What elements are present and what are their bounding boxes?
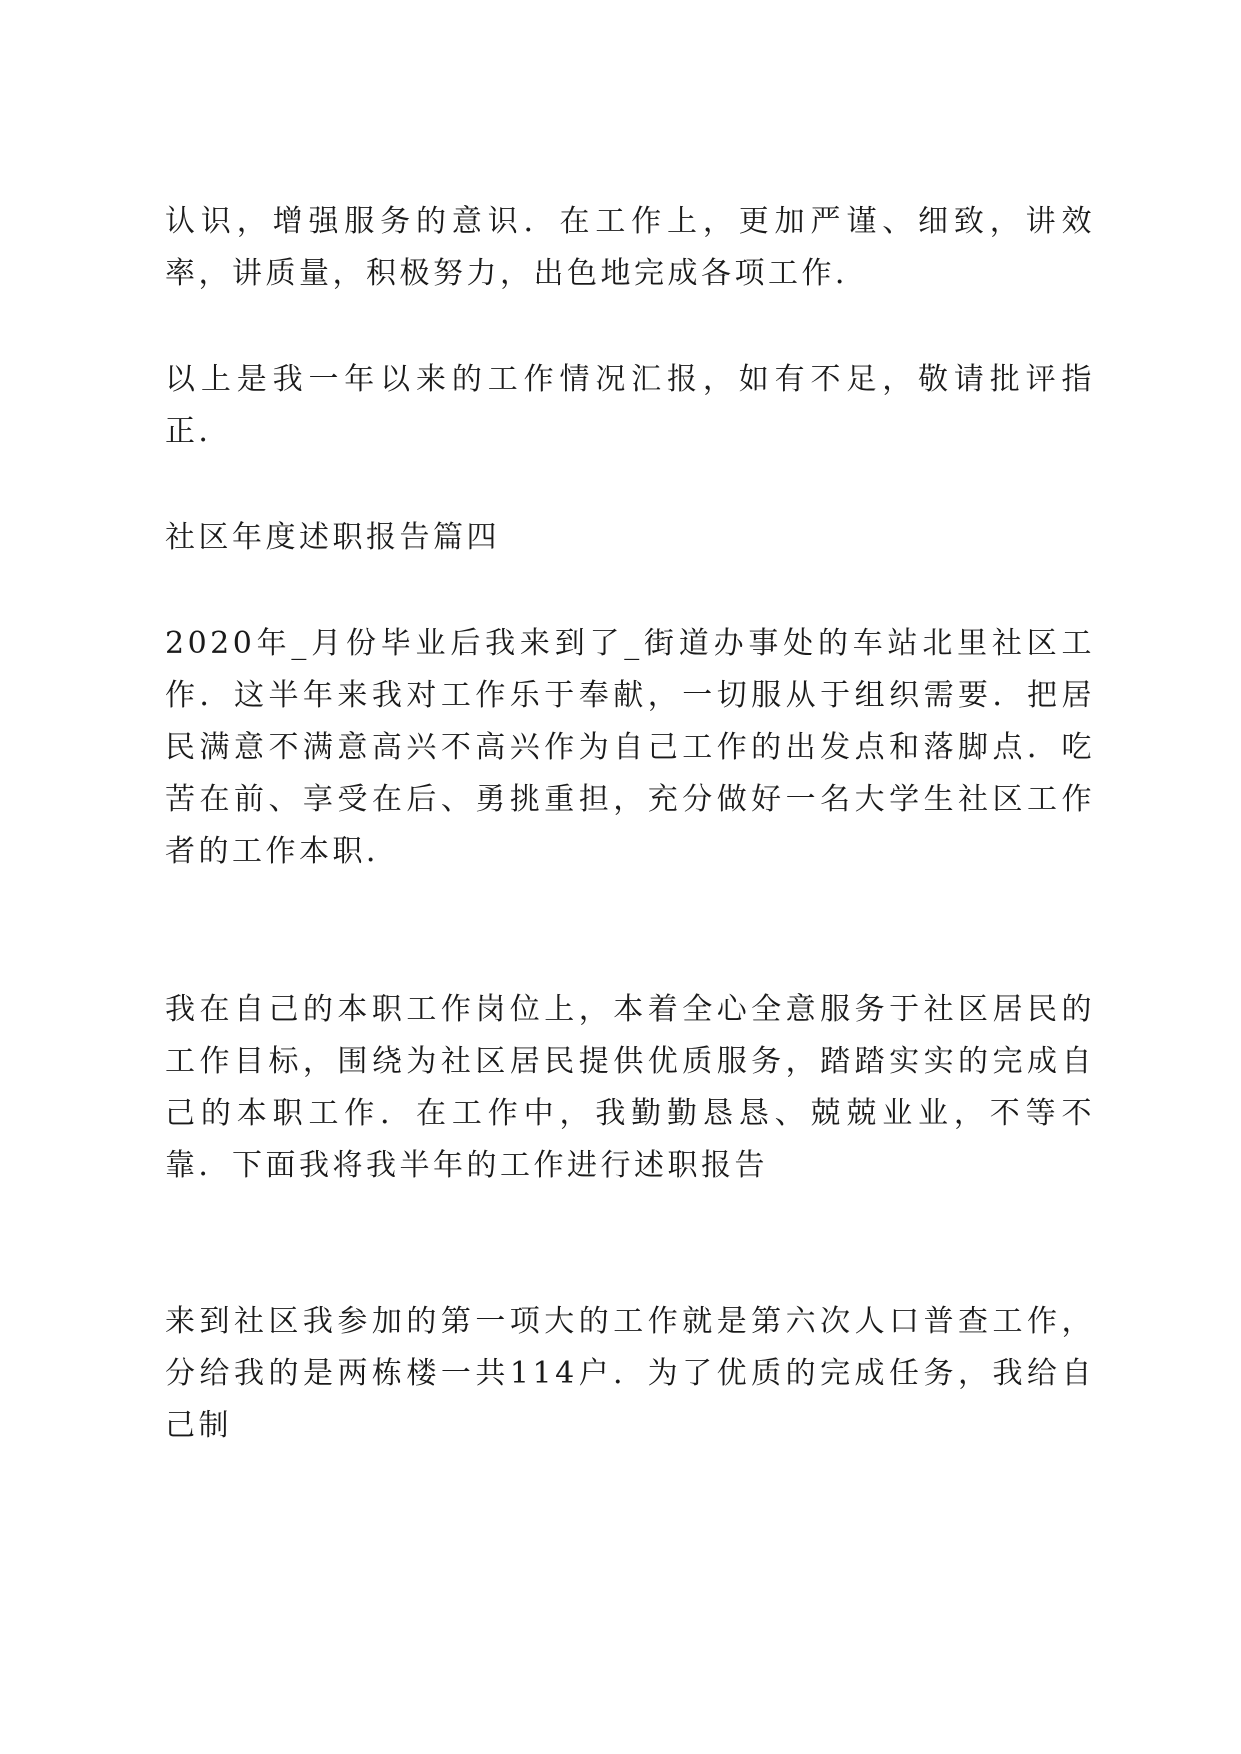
document-body [165,196,1095,1452]
paragraph-job-duties: 我在自己的本职工作岗位上，本着全心全意服务于社区居民的工作目标，围绕为社区居民提供优质服务，踏踏实实的完成自己的本职工作．在工作中，我勤勤恳恳、兢兢业业，不等不靠．下面我将我半年的工作进行述职报告 [165,992,1095,1183]
paragraph-service-awareness: 认识，增强服务的意识．在工作上，更加严谨、细致，讲效率，讲质量，积极努力，出色地完成各项工作． [165,204,1095,291]
section-heading: 社区年度述职报告篇四 [165,520,500,555]
paragraph-graduation: 2020年_月份毕业后我来到了_街道办事处的车站北里社区工作．这半年来我对工作乐于奉献，一切服从于组织需要．把居民满意不满意高兴不高兴作为自己工作的出发点和落脚点．吃苦在前、享受在后、勇挑重担，充分做好一名大学生社区工作者的工作本职． [165,626,1095,869]
paragraph-census-work: 来到社区我参加的第一项大的工作就是第六次人口普查工作，分给我的是两栋楼一共114户．为了优质的完成任务，我给自己制 [165,1304,1095,1443]
paragraph-report-closing: 以上是我一年以来的工作情况汇报，如有不足，敬请批评指正． [165,362,1095,449]
